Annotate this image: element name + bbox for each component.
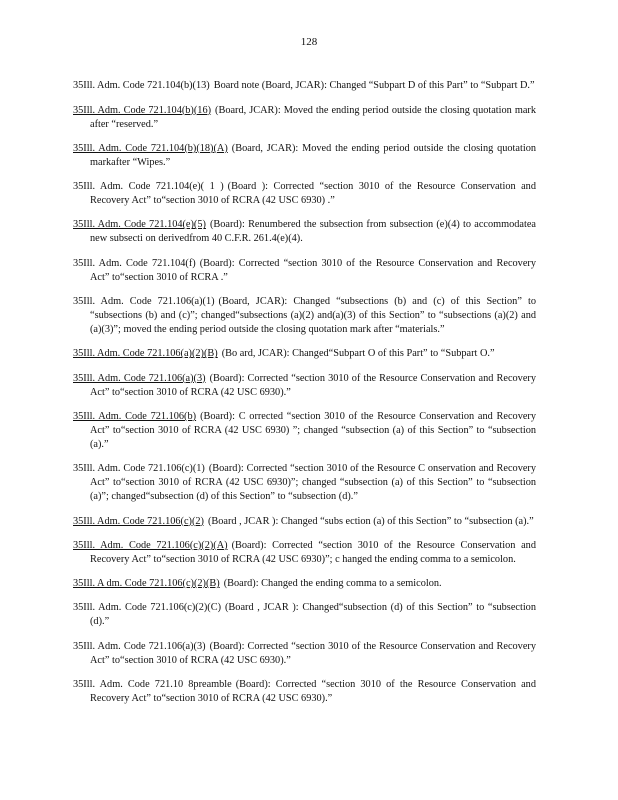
- list-item: [73, 462, 536, 504]
- list-item: [73, 218, 536, 246]
- citation: 35Ill. Adm. Code 721.10 8preamble: [73, 679, 232, 691]
- citation: 35Ill. Adm. Code 721.106(b): [73, 410, 197, 422]
- entry-text: (Board, JCAR): Moved the ending period outside the closing quotation mark after “reserved.”: [90, 104, 536, 130]
- list-item: [73, 539, 536, 567]
- citation: 35Ill. Adm. Code 721.106(c)(1): [73, 463, 205, 475]
- entry-text: (Board): Corrected “section 3010 of the Resource Conservation and Recovery Act” to“section 3010 of RCRA (42 USC 6930).”: [90, 372, 536, 398]
- page-number: 128: [300, 36, 318, 48]
- list-item: [73, 104, 536, 132]
- citation: 35Ill. Adm. Code 721.104(b)(16): [73, 104, 212, 116]
- citation: 35Ill. Adm. Code 721.104(b)(13): [73, 80, 210, 92]
- citation: 35Ill. Adm. Code 721.106(a)(1): [73, 296, 215, 308]
- citation: 35Ill. Adm. Code 721.106(a)(3): [73, 640, 206, 652]
- citation: 35Ill. Adm. Code 721.106(a)(2)(B): [73, 348, 218, 360]
- list-item: [73, 79, 536, 93]
- entry-text: (Board ): Corrected “section 3010 of the Resource Conservation and Recovery Act” to“section 3010 of RCRA (42 USC 6930) .”: [90, 181, 536, 207]
- entry-text: Board note (Board, JCAR): Changed “Subpart D of this Part” to “Subpart D.”: [213, 80, 535, 92]
- citation: 35Ill. Adm. Code 721.106(c)(2)(A): [73, 539, 228, 551]
- entry-text: (Board): Renumbered the subsection from subsection (e)(4) to accommodatea new subsecti on derivedfrom 40 C.F.R. 261.4(e)(4).: [90, 219, 537, 245]
- entry-text: (Board): Changed the ending comma to a semicolon.: [223, 578, 442, 590]
- citation: 35Ill. Adm. Code 721.104(f): [73, 257, 196, 269]
- list-item: [73, 295, 536, 337]
- entry-text: (Board , JCAR ): Changed “subs ection (a) of this Section” to “subsection (a).”: [207, 515, 534, 527]
- list-item: [73, 640, 536, 668]
- list-item: [73, 678, 536, 706]
- list-item: [73, 347, 536, 361]
- entry-text: (Board): Corrected “section 3010 of the Resource C onservation and Recovery Act” to“section 3010 of RCRA (42 USC 6930)”; changed “subsection (a) of this Section” to “subsection (a)”; changed“subsection (d) of this Section” to “subsection (d).”: [90, 463, 537, 503]
- list-item: [73, 180, 536, 208]
- citation: 35Ill. A dm. Code 721.106(c)(2)(B): [73, 578, 220, 590]
- entry-text: (Board): C orrected “section 3010 of the Resource Conservation and Recovery Act” to“section 3010 of RCRA (42 USC 6930) ”; changed “subsection (a) of this Section” to “subsection (a).”: [90, 410, 536, 450]
- citation: 35Ill. Adm. Code 721.104(b)(18)(A): [73, 142, 228, 154]
- entry-text: (Board , JCAR ): Changed“subsection (d) of this Section” to “subsection (d).”: [90, 602, 536, 628]
- entry-text: (Board): Corrected “section 3010 of the Resource Conservation and Recovery Act” to“section 3010 of RCRA (42 USC 6930)”; c hanged the ending comma to a semicolon.: [90, 539, 536, 565]
- entry-text: (Board): Corrected “section 3010 of the Resource Conservation and Recovery Act” to“section 3010 of RCRA (42 USC 6930).”: [90, 679, 536, 705]
- list-item: [73, 142, 536, 170]
- entry-text: (Board): Corrected “section 3010 of the Resource Conservation and Recovery Act” to“section 3010 of RCRA (42 USC 6930).”: [90, 640, 536, 666]
- entry-text: (Board): Corrected “section 3010 of the Resource Conservation and Recovery Act” to“section 3010 of RCRA .”: [90, 257, 536, 283]
- citation: 35Ill. Adm. Code 721.104(e)(5): [73, 219, 206, 231]
- list-item: [73, 601, 536, 629]
- list-item: [73, 372, 536, 400]
- list-item: [73, 257, 536, 285]
- list-item: [73, 515, 536, 529]
- entry-text: (Board, JCAR): Moved the ending period outside the closing quotation markafter “Wipes.”: [90, 142, 537, 168]
- citation: 35Ill. Adm. Code 721.106(a)(3): [73, 372, 206, 384]
- amendment-list: [73, 69, 536, 712]
- entry-text: (Board, JCAR): Changed “subsections (b) and (c) of this Section” to “subsections (b) and (c)”; changed“subsections (a)(2) and(a)(3) of this Section” to “subsections (a)(2) and (a)(3)”; moved the ending period outside the closing quotation mark after “materials.”: [90, 296, 537, 336]
- citation: 35Ill. Adm. Code 721.104(e)( 1 ): [73, 181, 224, 193]
- citation: 35Ill. Adm. Code 721.106(c)(2): [73, 515, 204, 527]
- list-item: [73, 410, 536, 452]
- list-item: [73, 577, 536, 591]
- entry-text: (Bo ard, JCAR): Changed“Subpart O of this Part” to “Subpart O.”: [221, 348, 495, 360]
- citation: 35Ill. Adm. Code 721.106(c)(2)(C): [73, 602, 221, 614]
